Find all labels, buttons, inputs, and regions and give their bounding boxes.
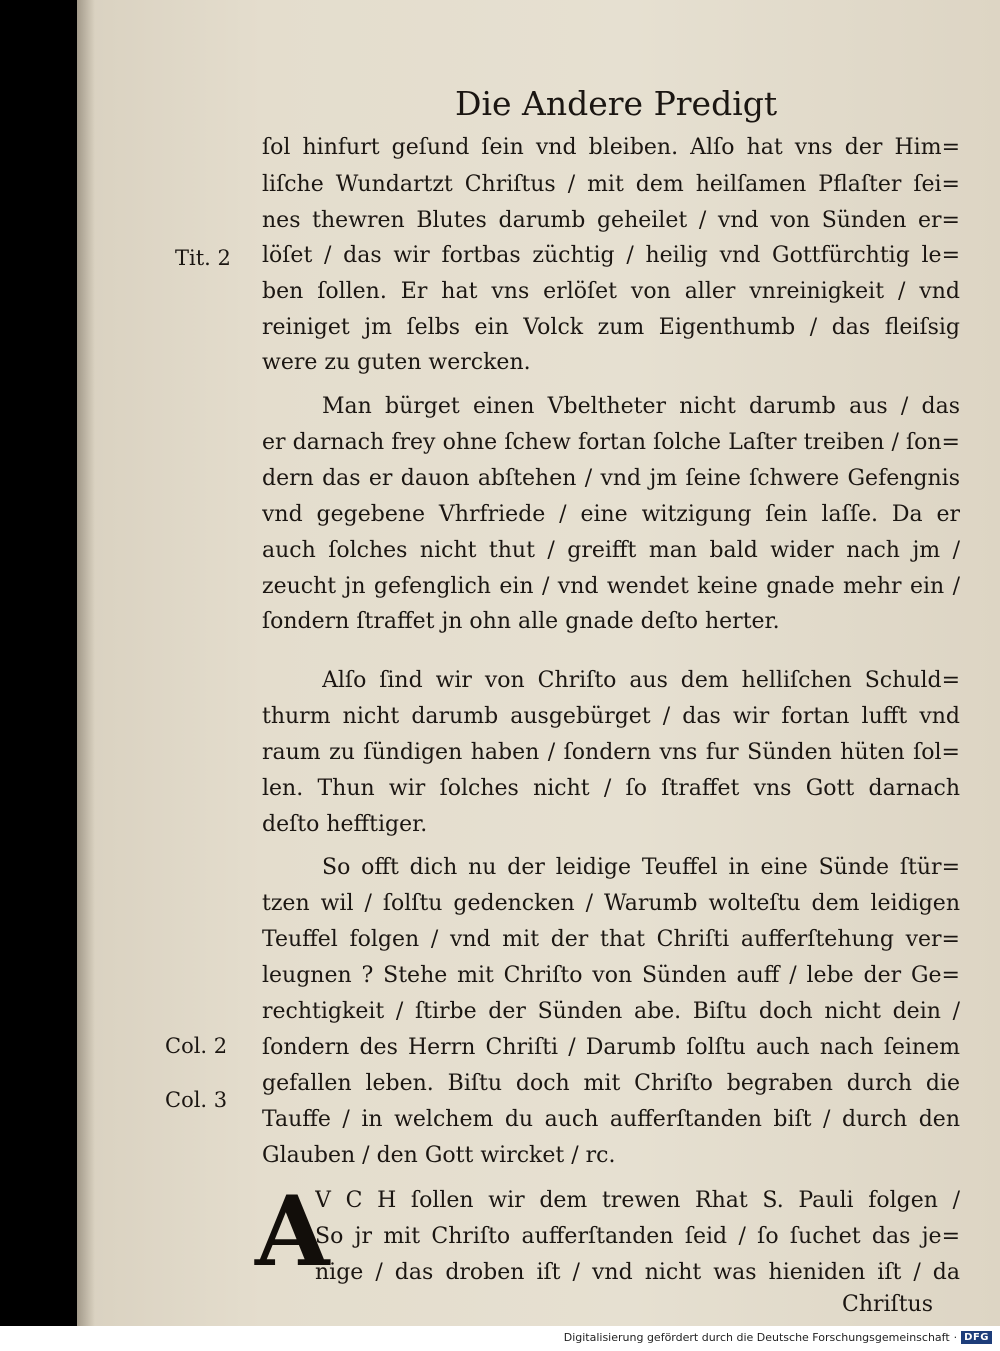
gutter-shadow — [77, 0, 95, 1326]
text-line: dern das er dauon abſtehen / vnd jm ſeine ſchwere Gefengnis — [262, 466, 960, 491]
dfg-logo: DFG — [961, 1331, 992, 1344]
text-line: reiniget jm ſelbs ein Volck zum Eigenthumb / das fleiſsig — [262, 315, 960, 340]
text-line: ſol hinfurt geſund ſein vnd bleiben. Alſo hat vns der Him= — [262, 135, 960, 160]
text-line: tzen wil / ſolſtu gedencken / Warumb wolteſtu dem leidigen — [262, 891, 960, 916]
text-line: thurm nicht darumb ausgebürget / das wir fortan lufft vnd — [262, 704, 960, 729]
text-line: ſondern des Herrn Chriſti / Darumb ſolſtu auch nach ſeinem — [262, 1035, 960, 1060]
running-head: Die Andere Predigt — [455, 84, 778, 123]
text-line: ſondern ſtraffet jn ohn alle gnade deſto herter. — [262, 609, 780, 634]
text-line: zeucht jn gefenglich ein / vnd wendet keine gnade mehr ein / — [262, 574, 960, 599]
drop-capital: A — [255, 1175, 330, 1288]
marginal-reference-col3: Col. 3 — [165, 1088, 228, 1112]
text-line: len. Thun wir ſolches nicht / ſo ſtraffet vns Gott darnach — [262, 776, 960, 801]
text-line: raum zu ſündigen haben / ſondern vns fur Sünden hüten ſol= — [262, 740, 960, 765]
text-line: löſet / das wir fortbas züchtig / heilig vnd Gottfürchtig le= — [262, 243, 960, 268]
text-line: vnd gegebene Vhrfriede / eine witzigung ſein laſſe. Da er — [262, 502, 960, 527]
text-line: nige / das droben iſt / vnd nicht was hieniden iſt / da — [315, 1260, 960, 1285]
text-line: So jr mit Chriſto aufferſtanden ſeid / ſo ſuchet das je= — [315, 1224, 960, 1249]
catchword: Chriſtus — [842, 1292, 933, 1317]
text-line: auch ſolches nicht thut / greifft man bald wider nach jm / — [262, 538, 960, 563]
marginal-reference-tit: Tit. 2 — [175, 246, 231, 270]
text-line: gefallen leben. Biſtu doch mit Chriſto begraben durch die — [262, 1071, 960, 1096]
text-line: rechtigkeit / ſtirbe der Sünden abe. Biſtu doch nicht dein / — [262, 999, 960, 1024]
text-line: ben ſollen. Er hat vns erlöſet von aller vnreinigkeit / vnd — [262, 279, 960, 304]
funding-credit-text: Digitalisierung gefördert durch die Deutsche Forschungsgemeinschaft — [563, 1331, 950, 1344]
funding-credit — [564, 1331, 992, 1344]
text-line: Alſo ſind wir von Chriſto aus dem helliſchen Schuld= — [322, 668, 960, 693]
text-line: liſche Wundartzt Chriſtus / mit dem heilſamen Pflaſter ſei= — [262, 172, 960, 197]
text-line: Man bürget einen Vbeltheter nicht darumb aus / das — [322, 394, 960, 419]
text-line: V C H ſollen wir dem trewen Rhat S. Pauli folgen / — [315, 1188, 960, 1213]
digitization-footer — [0, 1326, 1000, 1351]
text-line: Glauben / den Gott wircket / rc. — [262, 1143, 616, 1168]
text-line: nes thewren Blutes darumb geheilet / vnd von Sünden er= — [262, 208, 960, 233]
separator-dot: · — [953, 1331, 958, 1344]
marginal-reference-col2: Col. 2 — [165, 1034, 228, 1058]
text-line: er darnach frey ohne ſchew fortan ſolche Laſter treiben / ſon= — [262, 430, 960, 455]
text-line: Teuffel folgen / vnd mit der that Chriſti aufferſtehung ver= — [262, 927, 960, 952]
text-line: were zu guten wercken. — [262, 350, 531, 375]
text-line: leugnen ? Stehe mit Chriſto von Sünden auff / lebe der Ge= — [262, 963, 960, 988]
text-line: So offt dich nu der leidige Teuffel in eine Sünde ſtür= — [322, 855, 960, 880]
text-line: Tauffe / in welchem du auch aufferſtanden biſt / durch den — [262, 1107, 960, 1132]
text-line: deſto hefftiger. — [262, 812, 428, 837]
